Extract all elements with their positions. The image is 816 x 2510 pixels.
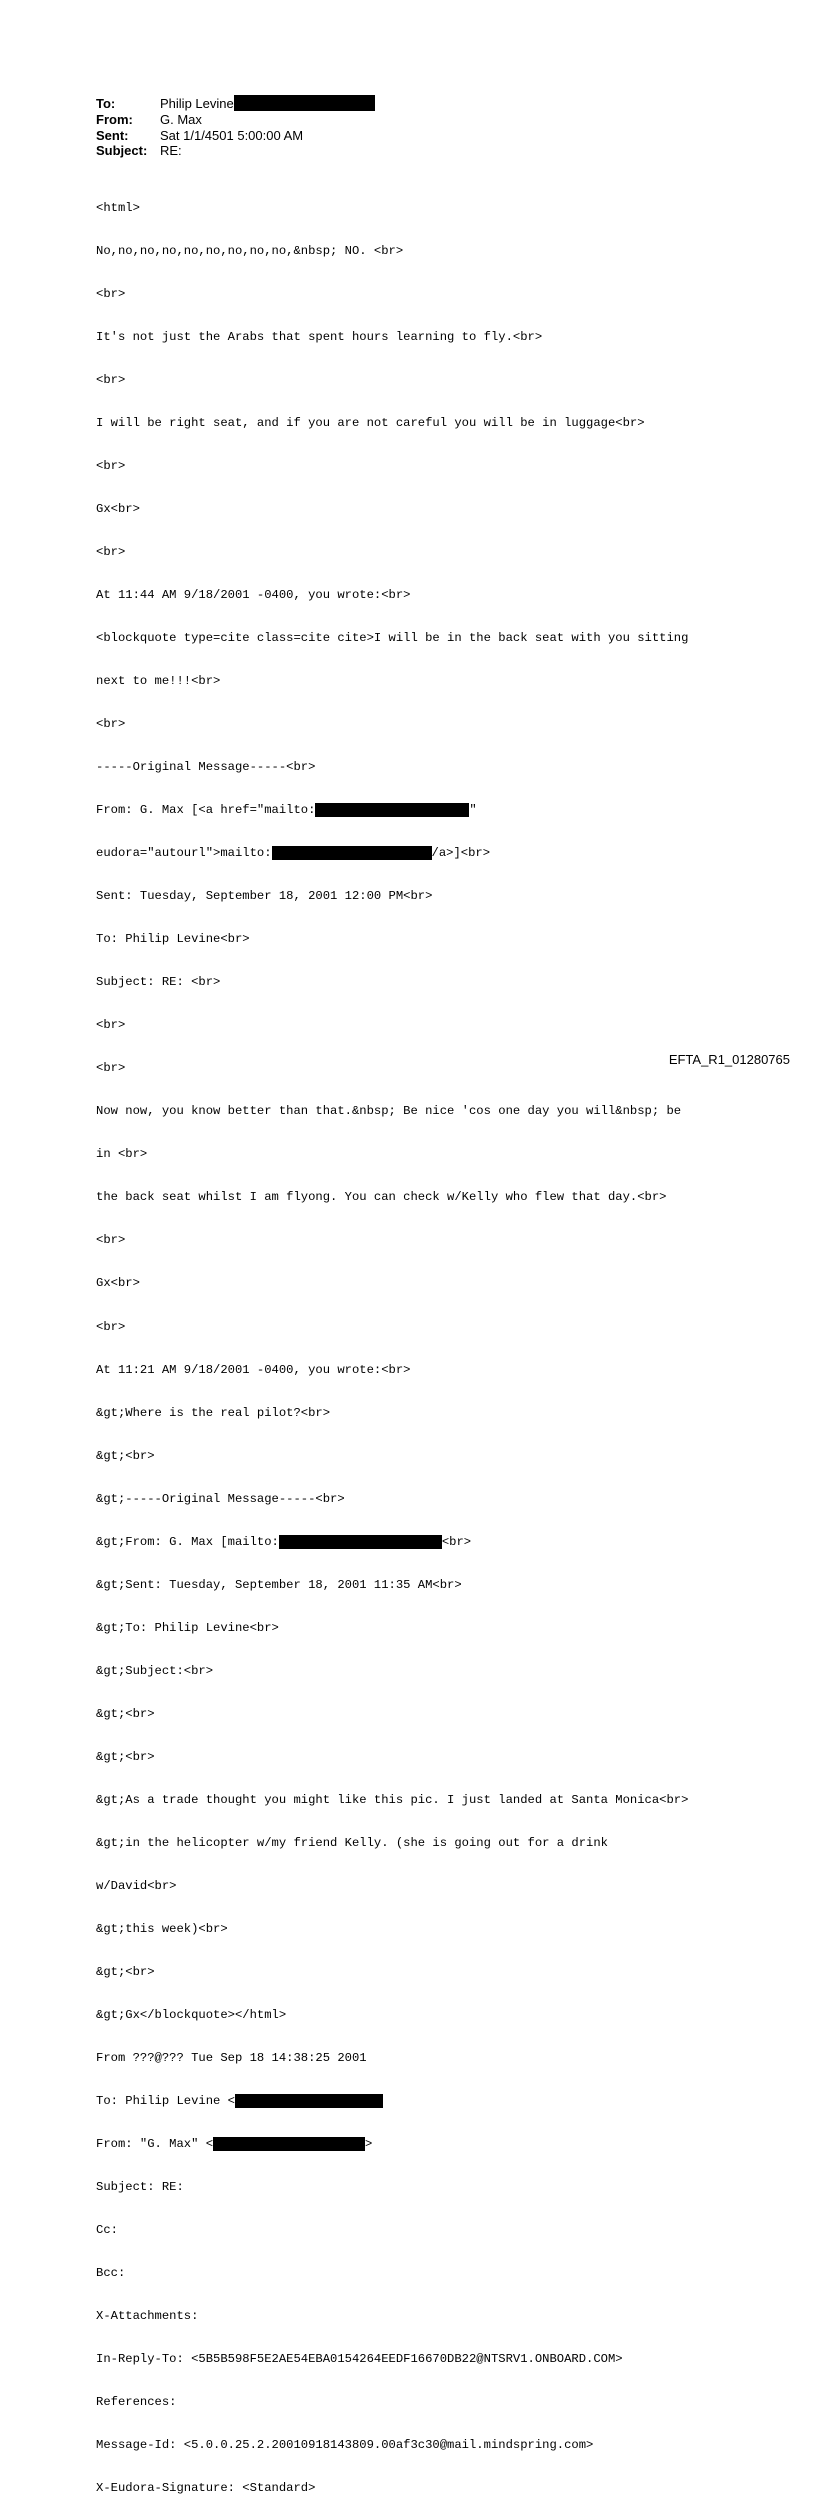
body-line: Now now, you know better than that.&nbsp; Be nice 'cos one day you will&nbsp; be	[96, 1104, 682, 1119]
body-line: In-Reply-To: <5B5B598F5E2AE54EBA0154264EEDF16670DB22@NTSRV1.ONBOARD.COM>	[96, 2352, 623, 2367]
header-subject-row	[96, 143, 375, 159]
body-line: Bcc:	[96, 2266, 126, 2281]
body-line: <br>	[96, 1319, 126, 1334]
header-sent-row	[96, 128, 375, 144]
redaction-block	[234, 95, 375, 111]
body-line: &gt;<br>	[96, 1706, 155, 1721]
sent-value: Sat 1/1/4501 5:00:00 AM	[160, 127, 304, 143]
email-body	[96, 172, 736, 2510]
body-line: To: Philip Levine<br>	[96, 932, 250, 947]
redaction-block	[279, 1535, 442, 1549]
redaction-block	[235, 2094, 383, 2108]
body-line: Cc:	[96, 2223, 118, 2238]
body-line: <br>	[96, 286, 126, 301]
body-line: <br>	[96, 717, 126, 732]
body-line: X-Attachments:	[96, 2309, 199, 2324]
body-line: X-Eudora-Signature: <Standard>	[96, 2481, 316, 2496]
body-line: At 11:44 AM 9/18/2001 -0400, you wrote:<br>	[96, 587, 411, 602]
body-line: Subject: RE: <br>	[96, 975, 221, 990]
subject-label: Subject:	[96, 143, 148, 158]
redaction-block	[213, 2137, 365, 2151]
body-line: References:	[96, 2395, 177, 2410]
body-line: <br>	[96, 458, 126, 473]
body-line: &gt;To: Philip Levine<br>	[96, 1620, 279, 1635]
body-line: &gt;Where is the real pilot?<br>	[96, 1405, 331, 1420]
body-line-redacted: From: G. Max [<a href="mailto: "	[96, 803, 477, 818]
body-line: Sent: Tuesday, September 18, 2001 12:00 PM<br>	[96, 889, 433, 904]
email-header	[96, 96, 375, 159]
body-line: w/David<br>	[96, 1878, 177, 1893]
body-line: <br>	[96, 1061, 126, 1076]
body-line: &gt;this week)<br>	[96, 1921, 228, 1936]
body-line: &gt;As a trade thought you might like this pic. I just landed at Santa Monica<br>	[96, 1792, 689, 1807]
body-line: &gt;<br>	[96, 1964, 155, 1979]
body-line-redacted: From: "G. Max" < >	[96, 2137, 373, 2152]
header-from-row	[96, 112, 375, 128]
body-line: I will be right seat, and if you are not careful you will be in luggage<br>	[96, 415, 645, 430]
from-value: G. Max	[160, 112, 202, 127]
body-line: No,no,no,no,no,no,no,no,no,&nbsp; NO. <br>	[96, 243, 404, 258]
body-line: <br>	[96, 1018, 126, 1033]
body-line: &gt;Subject:<br>	[96, 1663, 214, 1678]
to-label: To:	[96, 96, 116, 111]
body-line: the back seat whilst I am flyong. You can check w/Kelly who flew that day.<br>	[96, 1190, 667, 1205]
body-line: <br>	[96, 1233, 126, 1248]
bates-number: EFTA_R1_01280765	[668, 1052, 790, 1067]
body-line: Subject: RE:	[96, 2180, 184, 2195]
body-line: It's not just the Arabs that spent hours learning to fly.<br>	[96, 329, 543, 344]
header-to-row	[96, 96, 375, 112]
body-line-redacted: eudora="autourl">mailto: /a>]<br>	[96, 846, 491, 861]
redaction-block	[272, 846, 432, 860]
body-line: Message-Id: <5.0.0.25.2.20010918143809.00af3c30@mail.mindspring.com>	[96, 2438, 594, 2453]
body-line: <br>	[96, 372, 126, 387]
redaction-block	[315, 803, 469, 817]
body-line: &gt;Sent: Tuesday, September 18, 2001 11:35 AM<br>	[96, 1577, 462, 1592]
body-line: At 11:21 AM 9/18/2001 -0400, you wrote:<br>	[96, 1362, 411, 1377]
body-line: &gt;<br>	[96, 1749, 155, 1764]
body-line: &gt;-----Original Message-----<br>	[96, 1491, 345, 1506]
body-line: From ???@??? Tue Sep 18 14:38:25 2001	[96, 2051, 367, 2066]
body-line: &gt;<br>	[96, 1448, 155, 1463]
body-line: in <br>	[96, 1147, 148, 1162]
from-label: From:	[96, 112, 133, 127]
to-value: Philip Levine	[160, 96, 375, 112]
body-line: Gx<br>	[96, 1276, 140, 1291]
body-line: -----Original Message-----<br>	[96, 760, 316, 775]
body-line: &gt;Gx</blockquote></html>	[96, 2008, 287, 2022]
body-line: next to me!!!<br>	[96, 674, 221, 689]
body-line: Gx<br>	[96, 501, 140, 516]
body-line: <blockquote type=cite class=cite cite>I will be in the back seat with you sitting	[96, 631, 689, 645]
body-line: &gt;in the helicopter w/my friend Kelly. (she is going out for a drink	[96, 1835, 608, 1850]
sent-label: Sent:	[96, 127, 129, 143]
body-line: <html>	[96, 200, 140, 215]
body-line: <br>	[96, 544, 126, 559]
subject-value: RE:	[160, 143, 182, 158]
body-line-redacted: &gt;From: G. Max [mailto: <br>	[96, 1534, 472, 1549]
body-line-redacted: To: Philip Levine <	[96, 2094, 736, 2108]
